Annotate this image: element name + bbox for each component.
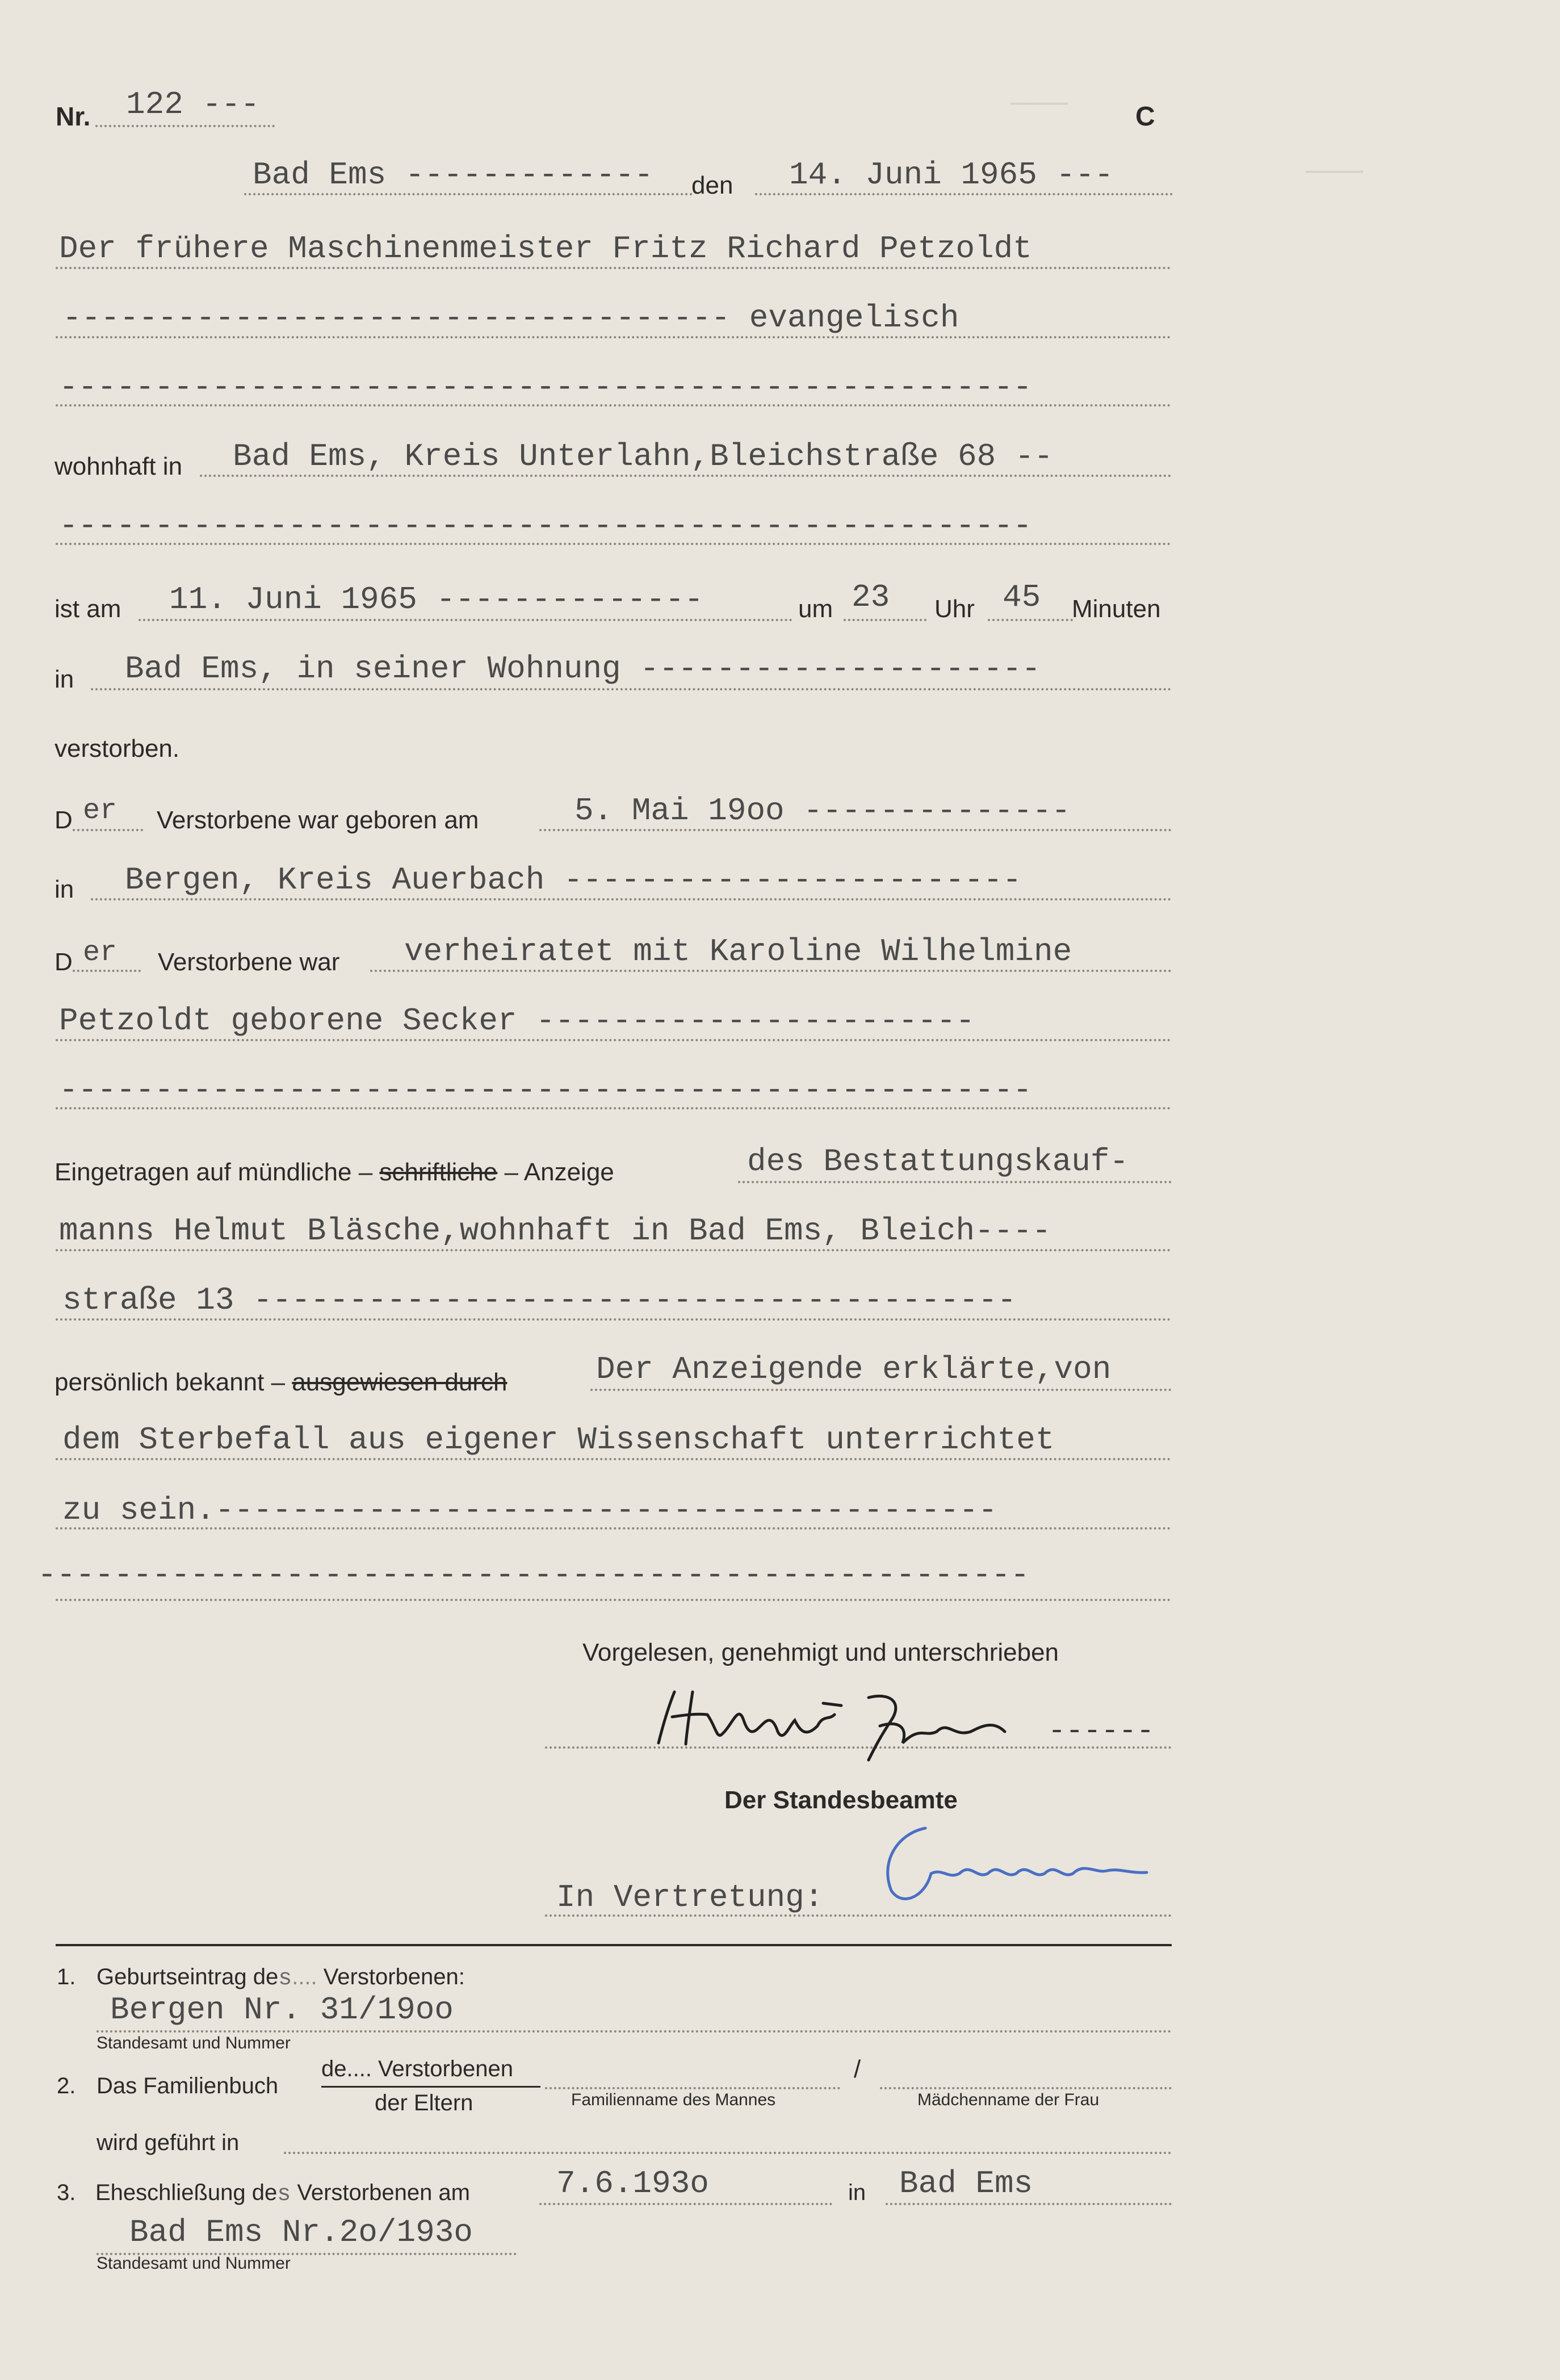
- item2-label: Das Familienbuch: [97, 2073, 279, 2098]
- registration-label-struck: schriftliche: [379, 1158, 498, 1186]
- item3-value: Bad Ems Nr.2o/193o: [129, 2214, 473, 2251]
- deputy-label: In Vertretung:: [556, 1879, 824, 1916]
- item1-value: Bergen Nr. 31/19oo: [110, 1992, 454, 2028]
- item2-caption-wife: Mädchenname der Frau: [917, 2090, 1100, 2109]
- registration-line-3: straße 13 ----------------------------------------: [62, 1282, 1017, 1318]
- registration-3-dotted-line: [56, 1318, 1171, 1321]
- item1-caption: Standesamt und Nummer: [97, 2034, 291, 2052]
- verstorben-label: verstorben.: [54, 735, 180, 762]
- registration-line-6: zu sein.-----------------------------------------: [62, 1492, 997, 1528]
- item3-label-a: Eheschließung de: [95, 2180, 278, 2205]
- item1-label-a: Geburtseintrag de: [97, 1964, 279, 1989]
- um-label: um: [798, 595, 833, 623]
- registry-date: 14. Juni 1965 ---: [789, 157, 1114, 193]
- registration-7-dotted-line: [56, 1599, 1171, 1601]
- birth-date-dotted-line: [539, 829, 1172, 831]
- item3-date: 7.6.193o: [556, 2165, 709, 2202]
- minutes-dotted-line: [988, 619, 1073, 621]
- den-label: den: [691, 171, 733, 199]
- item3-label-s: s: [277, 2182, 291, 2207]
- death-in-label: in: [54, 665, 74, 693]
- item2-bottom: der Eltern: [375, 2090, 473, 2115]
- birth-place: Bergen, Kreis Auerbach ------------------------: [125, 862, 1022, 898]
- place-dotted-line: [244, 193, 693, 195]
- informant-signature-dashes: ------: [1048, 1715, 1155, 1748]
- entry-number: 122 ---: [126, 86, 260, 123]
- blank-line: ---------------------------------------------------: [59, 369, 1032, 405]
- hour-dotted-line: [844, 619, 926, 621]
- wohnhaft-label: wohnhaft in: [54, 452, 183, 480]
- item1-label-b: Verstorbenen:: [323, 1964, 465, 1989]
- item3-caption: Standesamt und Nummer: [97, 2254, 291, 2273]
- marital-line-3: ---------------------------------------------------: [59, 1072, 1032, 1108]
- nr-label: Nr.: [56, 102, 91, 131]
- birth-d-label: D: [54, 806, 73, 834]
- known-label-struck: ausgewiesen durch: [292, 1368, 508, 1396]
- death-place-dotted-line: [91, 688, 1172, 690]
- birth-date: 5. Mai 19oo --------------: [574, 793, 1071, 829]
- registration-5-dotted-line: [56, 1458, 1171, 1460]
- registration-line-5: dem Sterbefall aus eigener Wissenschaft unterrichtet: [62, 1422, 1055, 1458]
- item2-caption-husband: Familienname des Mannes: [571, 2090, 776, 2109]
- item1-label-s: s: [278, 1966, 292, 1992]
- known-label: [54, 1368, 507, 1397]
- show-through-text: ———: [1010, 85, 1068, 121]
- registration-1-dotted-line: [738, 1181, 1172, 1183]
- death-place: Bad Ems, in seiner Wohnung ---------------------: [125, 651, 1041, 687]
- item3-date-dotted-line: [539, 2203, 832, 2205]
- deceased-religion: ----------------------------------- evangelisch: [62, 300, 959, 336]
- informant-signature: [653, 1681, 1039, 1766]
- birth-d-dotted-line: [73, 829, 143, 831]
- item2-kept-label: wird geführt in: [97, 2130, 240, 2155]
- marital-d-dotted-line: [73, 970, 141, 972]
- item1-label: Geburtseintrag des.... Verstorbenen:: [97, 1964, 465, 1992]
- item2-slash: /: [854, 2055, 861, 2083]
- item2-wife-dotted-line: [880, 2087, 1172, 2089]
- item2-husband-dotted-line: [545, 2087, 840, 2089]
- address-dotted-line: [200, 475, 1172, 477]
- marital-label: Verstorbene war: [158, 948, 340, 976]
- uhr-label: Uhr: [934, 595, 975, 623]
- deceased-address: Bad Ems, Kreis Unterlahn,Bleichstraße 68 --: [233, 438, 1054, 475]
- date-dotted-line: [755, 193, 1173, 195]
- registration-line-2: manns Helmut Bläsche,wohnhaft in Bad Ems, Bleich----: [59, 1213, 1051, 1249]
- item3-label-b: Verstorbenen am: [297, 2180, 470, 2205]
- marital-line-1: verheiratet mit Karoline Wilhelmine: [404, 933, 1072, 970]
- nr-dotted-line: [95, 125, 275, 127]
- ist-am-label: ist am: [54, 595, 121, 623]
- marital-line-2: Petzoldt geborene Secker -----------------------: [59, 1003, 975, 1039]
- footer-separator: [56, 1944, 1172, 1946]
- read-approved-label: Vorgelesen, genehmigt und unterschrieben: [582, 1639, 1059, 1666]
- death-hour: 23: [852, 579, 890, 615]
- item3-place-dotted-line: [886, 2203, 1172, 2205]
- registration-line-4: Der Anzeigende erklärte,von: [596, 1351, 1112, 1388]
- known-label-prefix: persönlich bekannt –: [54, 1368, 286, 1396]
- item3-number: 3.: [57, 2180, 76, 2205]
- item2-number: 2.: [57, 2073, 76, 2098]
- deceased-name: Der frühere Maschinenmeister Fritz Richard Petzoldt: [59, 231, 1032, 267]
- minuten-label: Minuten: [1072, 595, 1161, 623]
- birth-label: Verstorbene war geboren am: [157, 806, 479, 834]
- show-through-text: ———: [1306, 153, 1363, 190]
- birth-d-suffix: er: [83, 795, 118, 827]
- birth-place-dotted-line: [91, 898, 1172, 900]
- item3-place: Bad Ems: [899, 2165, 1033, 2202]
- registration-2-dotted-line: [56, 1249, 1171, 1251]
- item2-fraction-line: [321, 2086, 540, 2088]
- registration-line-1: des Bestattungskauf-: [747, 1143, 1129, 1180]
- address-continuation: ---------------------------------------------------: [59, 508, 1032, 544]
- item3-label: [95, 2180, 470, 2207]
- item1-number: 1.: [57, 1964, 76, 1989]
- item3-in-label: in: [848, 2180, 866, 2205]
- registrar-title: Der Standesbeamte: [724, 1786, 958, 1814]
- registration-line-7: ----------------------------------------------------: [37, 1557, 1030, 1593]
- marital-d-label: D: [54, 948, 73, 976]
- registration-4-dotted-line: [590, 1389, 1172, 1391]
- registrar-signature: [863, 1817, 1169, 1913]
- death-date: 11. Juni 1965 --------------: [169, 581, 703, 618]
- item2-kept-dotted-line: [284, 2152, 1172, 2154]
- marital-2-dotted-line: [56, 1039, 1171, 1041]
- registry-place: Bad Ems -------------: [253, 157, 653, 193]
- birth-in-label: in: [54, 875, 74, 903]
- item2-top: de.... Verstorbenen: [321, 2056, 514, 2081]
- registration-label-suffix: – Anzeige: [504, 1158, 614, 1186]
- marital-dotted-line: [370, 970, 1172, 972]
- register-code: C: [1135, 102, 1155, 132]
- item1-dotted-line: [97, 2030, 1172, 2033]
- registration-label: [54, 1158, 614, 1187]
- religion-dotted-line: [56, 336, 1171, 338]
- registration-label-prefix: Eingetragen auf mündliche –: [54, 1158, 373, 1186]
- death-minutes: 45: [1003, 579, 1041, 615]
- marital-d-suffix: er: [83, 937, 118, 969]
- death-date-dotted-line: [139, 619, 792, 621]
- name-dotted-line: [56, 267, 1171, 269]
